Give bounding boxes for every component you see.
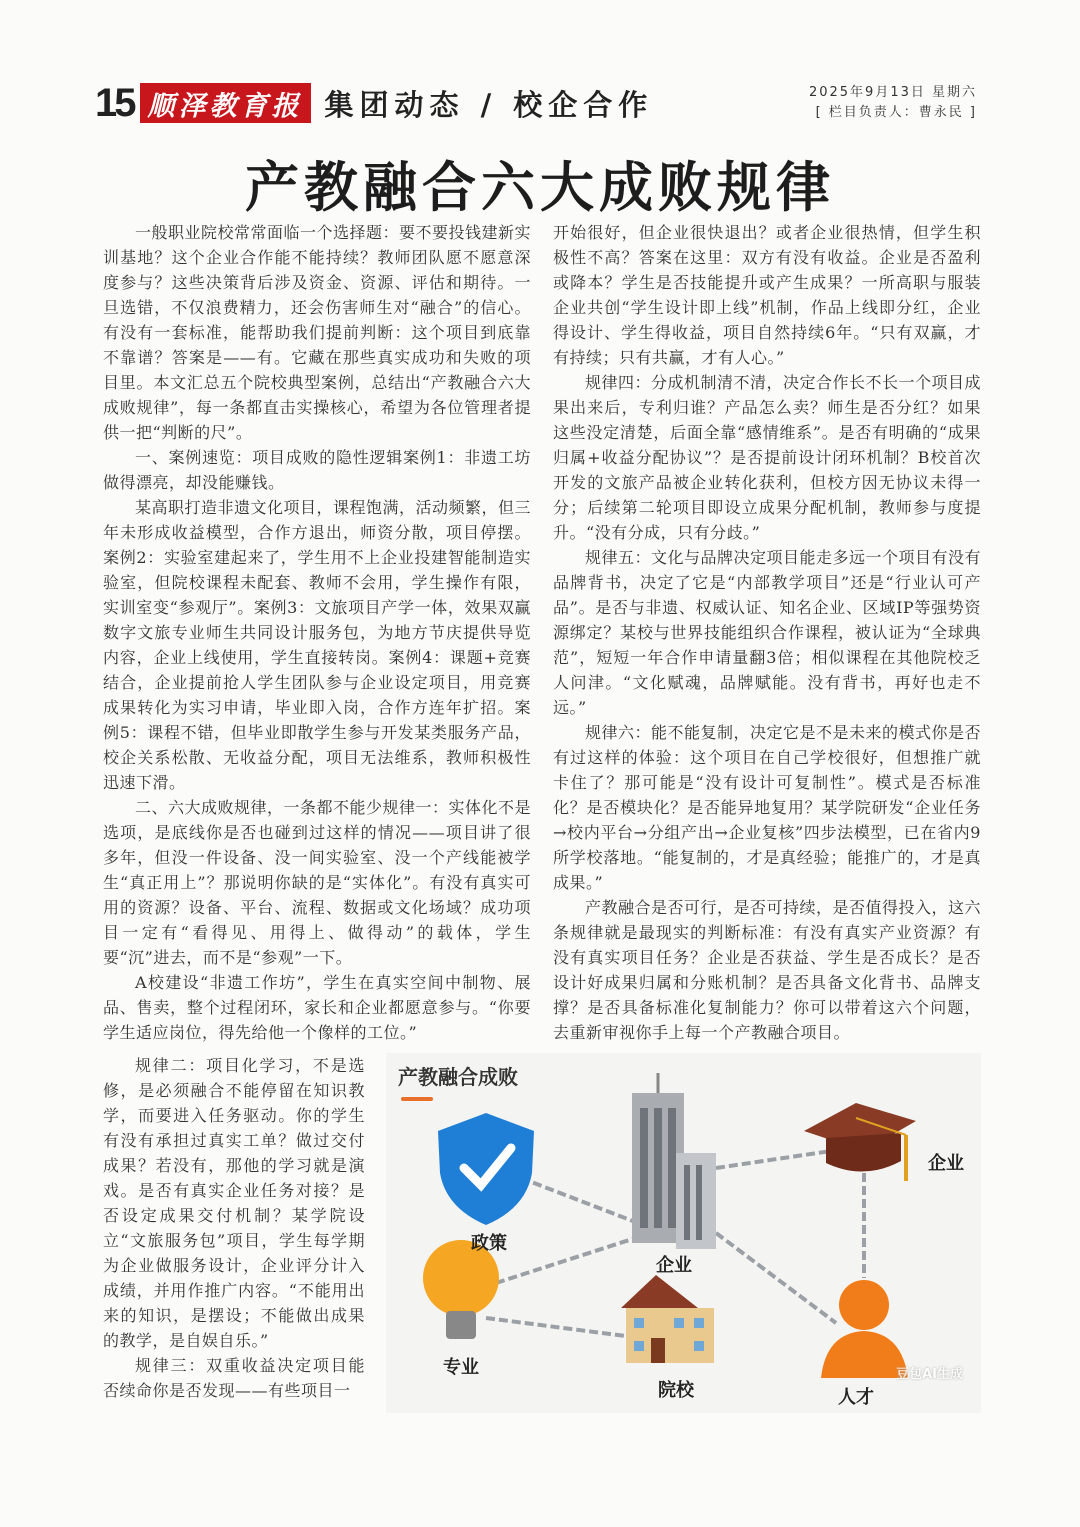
paragraph: A校建设“非遗工作坊”，学生在真实空间中制物、展品、售卖，整个过程闭环，家长和企业都愿意参与。“你要学生适应岗位，得先给他一个像样的工位。” [103, 973, 531, 1042]
label-enterprise-center: 企业 [656, 1255, 692, 1276]
paragraph: 二、六大成败规律，一条都不能少规律一：实体化不是选项，是底线你是否也碰到过这样的情况——项目讲了很多年，但没一件设备、没一间实验室、没一个产线能被学生“真正用上”？那说明你缺的是“实体化”。有没有真实可用的资源？设备、平台、流程、数据或文化场域？成功项目一定有“看得见、用得上、做得动”的载体，学生要“沉”进去，而不是“参观”一下。 [103, 798, 532, 967]
issue-meta [809, 83, 977, 123]
page-header [95, 82, 653, 124]
article-column-left-narrow [103, 1053, 365, 1403]
illustration [386, 1053, 981, 1413]
paragraph: 某高职打造非遗文化项目，课程饱满，活动频繁，但三年未形成收益模型，合作方退出，师资分散，项目停摆。案例2：实验室建起来了，学生用不上企业投建智能制造实验室，但院校课程未配套、教师不会用，学生操作有限，实训室变“参观厅”。案例3：文旅项目产学一体，效果双赢数字文旅专业师生共同设计服务包，为地方节庆提供导览内容，企业上线使用，学生直接转岗。案例4：课题+竞赛结合，企业提前抢人学生团队参与企业设定项目，用竞赛成果转化为实习申请，毕业即入岗，合作方连年扩招。案例5：课程不错，但毕业即散学生参与开发某类服务产品，校企关系松散、无收益分配，项目无法维系，教师积极性迅速下滑。 [103, 498, 532, 792]
page-number: 15 [95, 80, 134, 125]
article-body [103, 220, 981, 1413]
label-enterprise-right: 企业 [928, 1153, 964, 1174]
article-column-right [553, 220, 981, 1045]
paragraph: 产教融合是否可行，是否可持续，是否值得投入，这六条规律就是最现实的判断标准：有没有真实产业资源？有没有真实项目任务？企业是否获益、学生是否成长？是否设计好成果归属和分账机制？是否具备文化背书、品牌支撑？是否具备标准化复制能力？你可以带着这六个问题，去重新审视你手上每一个产教融合项目。 [553, 898, 982, 1042]
article-column-left [103, 220, 531, 1045]
issue-date: 2025年9月13日 星期六 [808, 85, 977, 100]
paragraph: 规律六：能不能复制，决定它是不是未来的模式你是否有过这样的体验：这个项目在自己学校很好，但想推广就卡住了？那可能是“没有设计可复制性”。模式是否标准化？是否模块化？是否能异地复用？某学院研发“企业任务→校内平台→分组产出→企业复核”四步法模型，已在省内9所学校落地。“能复制的，才是真经验；能推广的，才是真成果。” [553, 723, 982, 892]
paragraph: 规律四：分成机制清不清，决定合作长不长一个项目成果出来后，专利归谁？产品怎么卖？师生是否分红？如果这些没定清楚，后面全靠“感情维系”。是否有明确的“成果归属+收益分配协议”？是否提前设计闭环机制？B校首次开发的文旅产品被企业转化获利，但校方因无协议未得一分；后续第二轮项目即设立成果分配机制，教师参与度提升。“没有分成，只有分歧。” [553, 373, 982, 542]
paragraph: 规律二：项目化学习，不是选修，是必须融合不能停留在知识教学，而要进入任务驱动。你的学生有没有承担过真实工单？做过交付成果？若没有，那他的学习就是演戏。是否有真实企业任务对接？是否设定成果交付机制？某学院设立“文旅服务包”项目，学生每学期为企业做服务设计，企业评分计入成绩，并用作推广内容。“不能用出来的知识，是摆设；不能做出成果的教学，是自娱自乐。” [103, 1056, 365, 1350]
illustration-title: 产教融合成败 [398, 1065, 518, 1089]
paragraph: 规律五：文化与品牌决定项目能走多远一个项目有没有品牌背书，决定了它是“内部教学项目”还是“行业认可产品”。是否与非遗、权威认证、知名企业、区域IP等强势资源绑定？某校与世界技能组织合作课程，被认证为“全球典范”，短短一年合作申请量翻3倍；相似课程在其他院校乏人问津。“文化赋魂，品牌赋能。没有背书，再好也走不远。” [553, 548, 982, 717]
section-title: 集团动态 / 校企合作 [324, 87, 654, 122]
paragraph: 一般职业院校常常面临一个选择题：要不要投钱建新实训基地？这个企业合作能不能持续？教师团队愿不愿意深度参与？这些决策背后涉及资金、资源、评估和期待。一旦选错，不仅浪费精力，还会伤害师生对“融合”的信心。有没有一套标准，能帮助我们提前判断：这个项目到底靠不靠谱？答案是——有。它藏在那些真实成功和失败的项目里。本文汇总五个院校典型案例，总结出“产教融合六大成败规律”，每一条都直击实操核心，希望为各位管理者提供一把“判断的尺”。 [103, 223, 532, 442]
label-talent: 人才 [838, 1387, 874, 1408]
article-title: 产教融合六大成败规律 [245, 156, 835, 219]
masthead-logo: 顺泽教育报 [140, 83, 311, 123]
ai-watermark: 豆包AI生成 [896, 1367, 963, 1382]
column-editor: [ 栏目负责人：曹永民 ] [815, 105, 977, 120]
label-school: 院校 [658, 1380, 694, 1401]
paragraph: 一、案例速览：项目成败的隐性逻辑案例1：非遗工坊做得漂亮，却没能赚钱。 [103, 448, 531, 492]
paragraph: 规律三：双重收益决定项目能否续命你是否发现——有些项目一 [103, 1356, 365, 1400]
article-top-row [103, 220, 981, 1045]
label-major: 专业 [443, 1357, 479, 1378]
paragraph: 开始很好，但企业很快退出？或者企业很热情，但学生积极性不高？答案在这里：双方有没有收益。企业是否盈利或降本？学生是否技能提升或产生成果？一所高职与服装企业共创“学生设计即上线”机制，作品上线即分红，企业得设计、学生得收益，项目自然持续6年。“只有双赢，才有持续；只有共赢，才有人心。” [553, 223, 981, 367]
article-bottom-row [103, 1053, 981, 1413]
label-policy: 政策 [471, 1233, 507, 1254]
title-underline [401, 1097, 433, 1101]
